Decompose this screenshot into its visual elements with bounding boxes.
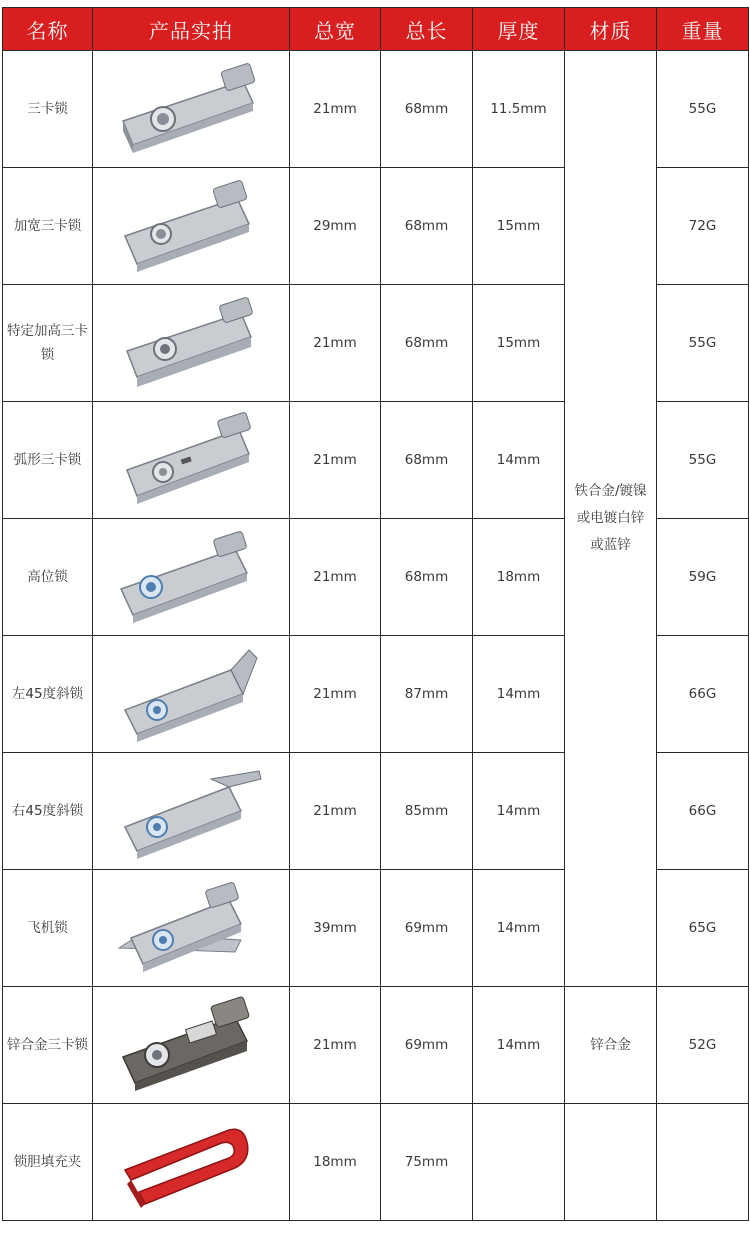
product-name: 左45度斜锁 [3, 636, 93, 753]
zinc-lock-icon [111, 59, 271, 159]
product-thickness: 14mm [473, 987, 565, 1104]
product-thickness: 14mm [473, 870, 565, 987]
product-name: 锁胆填充夹 [3, 1104, 93, 1221]
product-length: 69mm [381, 870, 473, 987]
product-weight: 72G [657, 168, 749, 285]
header-material: 材质 [565, 8, 657, 51]
product-photo [93, 285, 290, 402]
product-length: 75mm [381, 1104, 473, 1221]
product-thickness: 14mm [473, 402, 565, 519]
product-length: 68mm [381, 402, 473, 519]
product-length: 87mm [381, 636, 473, 753]
product-thickness: 14mm [473, 753, 565, 870]
product-thickness: 14mm [473, 636, 565, 753]
product-width: 18mm [290, 1104, 381, 1221]
product-weight: 59G [657, 519, 749, 636]
red-clip-icon [111, 1112, 271, 1212]
product-weight: 66G [657, 753, 749, 870]
table-row [3, 51, 749, 168]
product-name: 加宽三卡锁 [3, 168, 93, 285]
product-width: 21mm [290, 987, 381, 1104]
angled-lock-icon [111, 644, 271, 744]
zinc-lock-icon [111, 527, 271, 627]
product-width: 29mm [290, 168, 381, 285]
angled-lock-icon [111, 761, 271, 861]
product-photo [93, 987, 290, 1104]
product-width: 21mm [290, 636, 381, 753]
product-width: 21mm [290, 402, 381, 519]
product-length: 69mm [381, 987, 473, 1104]
product-photo [93, 870, 290, 987]
product-thickness [473, 1104, 565, 1221]
product-width: 21mm [290, 51, 381, 168]
spec-table [2, 7, 749, 1221]
product-material: 锌合金 [565, 987, 657, 1104]
product-length: 85mm [381, 753, 473, 870]
product-thickness: 15mm [473, 168, 565, 285]
product-weight: 55G [657, 402, 749, 519]
material-group [565, 51, 657, 987]
product-width: 21mm [290, 753, 381, 870]
header-width: 总宽 [290, 8, 381, 51]
product-thickness: 18mm [473, 519, 565, 636]
header-row [3, 8, 749, 51]
product-length: 68mm [381, 285, 473, 402]
product-weight: 55G [657, 51, 749, 168]
product-name: 锌合金三卡锁 [3, 987, 93, 1104]
product-photo [93, 51, 290, 168]
product-weight: 52G [657, 987, 749, 1104]
zinc-lock-icon [111, 176, 271, 276]
product-width: 39mm [290, 870, 381, 987]
product-width: 21mm [290, 519, 381, 636]
airplane-lock-icon [111, 878, 271, 978]
product-material [565, 1104, 657, 1221]
product-weight: 55G [657, 285, 749, 402]
header-photo: 产品实拍 [93, 8, 290, 51]
header-length: 总长 [381, 8, 473, 51]
product-photo [93, 168, 290, 285]
product-photo [93, 636, 290, 753]
product-photo [93, 402, 290, 519]
product-thickness: 11.5mm [473, 51, 565, 168]
header-thickness: 厚度 [473, 8, 565, 51]
product-thickness: 15mm [473, 285, 565, 402]
product-photo [93, 753, 290, 870]
table-row [3, 987, 749, 1104]
product-length: 68mm [381, 519, 473, 636]
material-line: 或蓝锌 [590, 537, 631, 553]
header-weight: 重量 [657, 8, 749, 51]
product-weight [657, 1104, 749, 1221]
material-line: 或电镀白锌 [576, 510, 645, 526]
product-photo [93, 519, 290, 636]
dark-alloy-lock-icon [111, 995, 271, 1095]
zinc-lock-icon [111, 293, 271, 393]
product-weight: 65G [657, 870, 749, 987]
product-name: 三卡锁 [3, 51, 93, 168]
table-row [3, 1104, 749, 1221]
product-name: 飞机锁 [3, 870, 93, 987]
header-name: 名称 [3, 8, 93, 51]
product-length: 68mm [381, 168, 473, 285]
product-name: 特定加高三卡锁 [3, 285, 93, 402]
product-length: 68mm [381, 51, 473, 168]
material-line: 铁合金/镀镍 [574, 483, 647, 499]
product-width: 21mm [290, 285, 381, 402]
zinc-lock-icon [111, 410, 271, 510]
product-name: 弧形三卡锁 [3, 402, 93, 519]
product-name: 右45度斜锁 [3, 753, 93, 870]
product-name: 高位锁 [3, 519, 93, 636]
product-photo [93, 1104, 290, 1221]
product-weight: 66G [657, 636, 749, 753]
